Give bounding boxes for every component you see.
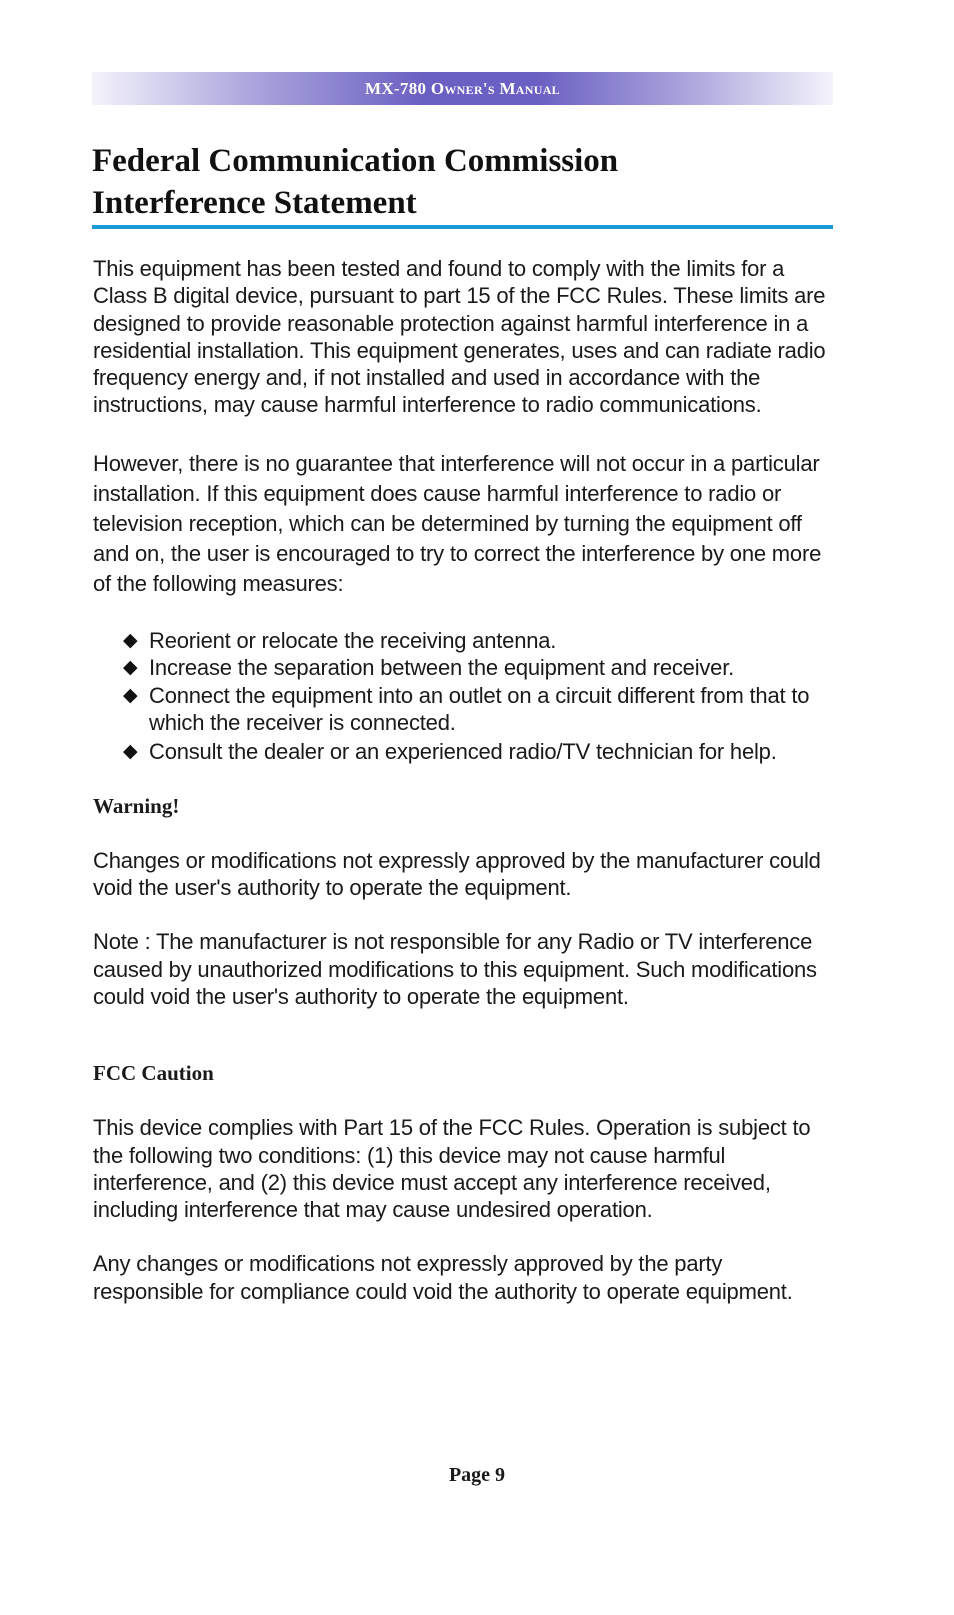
list-item — [123, 737, 833, 767]
list-item — [123, 682, 833, 737]
list-item-text: Increase the separation between the equipment and receiver. — [149, 655, 735, 681]
diamond-bullet-icon: ◆ — [123, 629, 138, 651]
intro-paragraph: This equipment has been tested and found to comply with the limits for a Class B digital device, pursuant to part 15 of the FCC Rules. These limits are designed to provide reasonable protection against harmful interference in a residential installation. This equipment generates, uses and can radiate radio frequency energy and, if not installed and used in accordance with the instructions, may cause harmful interference to radio communications. — [93, 256, 826, 418]
guarantee-paragraph: However, there is no guarantee that interference will not occur in a particular installation. If this equipment does cause harmful interference to radio or television reception, which can be determined by turning the equipment off and on, the user is encouraged to try to correct the interference by one more of the following measures: — [93, 450, 822, 596]
title-underline — [92, 225, 833, 229]
changes-paragraph: Any changes or modifications not expressly approved by the party responsible for compliance could void the authority to operate equipment. — [93, 1251, 793, 1304]
manual-title: MX-780 Owner's Manual — [365, 78, 560, 98]
page-title-line-2: Interference Statement — [92, 185, 417, 221]
caution-paragraph: This device complies with Part 15 of the FCC Rules. Operation is subject to the following two conditions: (1) this device may not cause harmful interference, and (2) this device must accept any interference received, including interference that may cause undesired operation. — [93, 1115, 811, 1223]
list-item — [123, 654, 833, 682]
page-title — [92, 140, 833, 224]
diamond-bullet-icon: ◆ — [123, 684, 138, 706]
diamond-bullet-icon: ◆ — [123, 740, 138, 762]
page-title-line-1: Federal Communication Commission — [92, 143, 619, 179]
warning-heading: Warning! — [93, 793, 180, 818]
note-paragraph: Note : The manufacturer is not responsible for any Radio or TV interference caused by unauthorized modifications to this equipment. Such modifications could void the user's authority to operate the equipment. — [93, 929, 817, 1009]
document-body — [93, 255, 833, 1305]
list-item-text: Consult the dealer or an experienced radio/TV technician for help. — [149, 738, 777, 764]
fcc-caution-heading: FCC Caution — [93, 1061, 214, 1086]
measures-list — [93, 627, 833, 767]
diamond-bullet-icon: ◆ — [123, 657, 138, 679]
list-item-text: Reorient or relocate the receiving antenna. — [149, 627, 557, 653]
list-item-text: Connect the equipment into an outlet on a circuit different from that to which the receiver is connected. — [149, 682, 810, 736]
warning-paragraph: Changes or modifications not expressly approved by the manufacturer could void the user's authority to operate the equipment. — [93, 847, 821, 901]
page-number: Page 9 — [448, 1464, 506, 1486]
header-band — [92, 72, 833, 105]
list-item — [123, 627, 833, 655]
